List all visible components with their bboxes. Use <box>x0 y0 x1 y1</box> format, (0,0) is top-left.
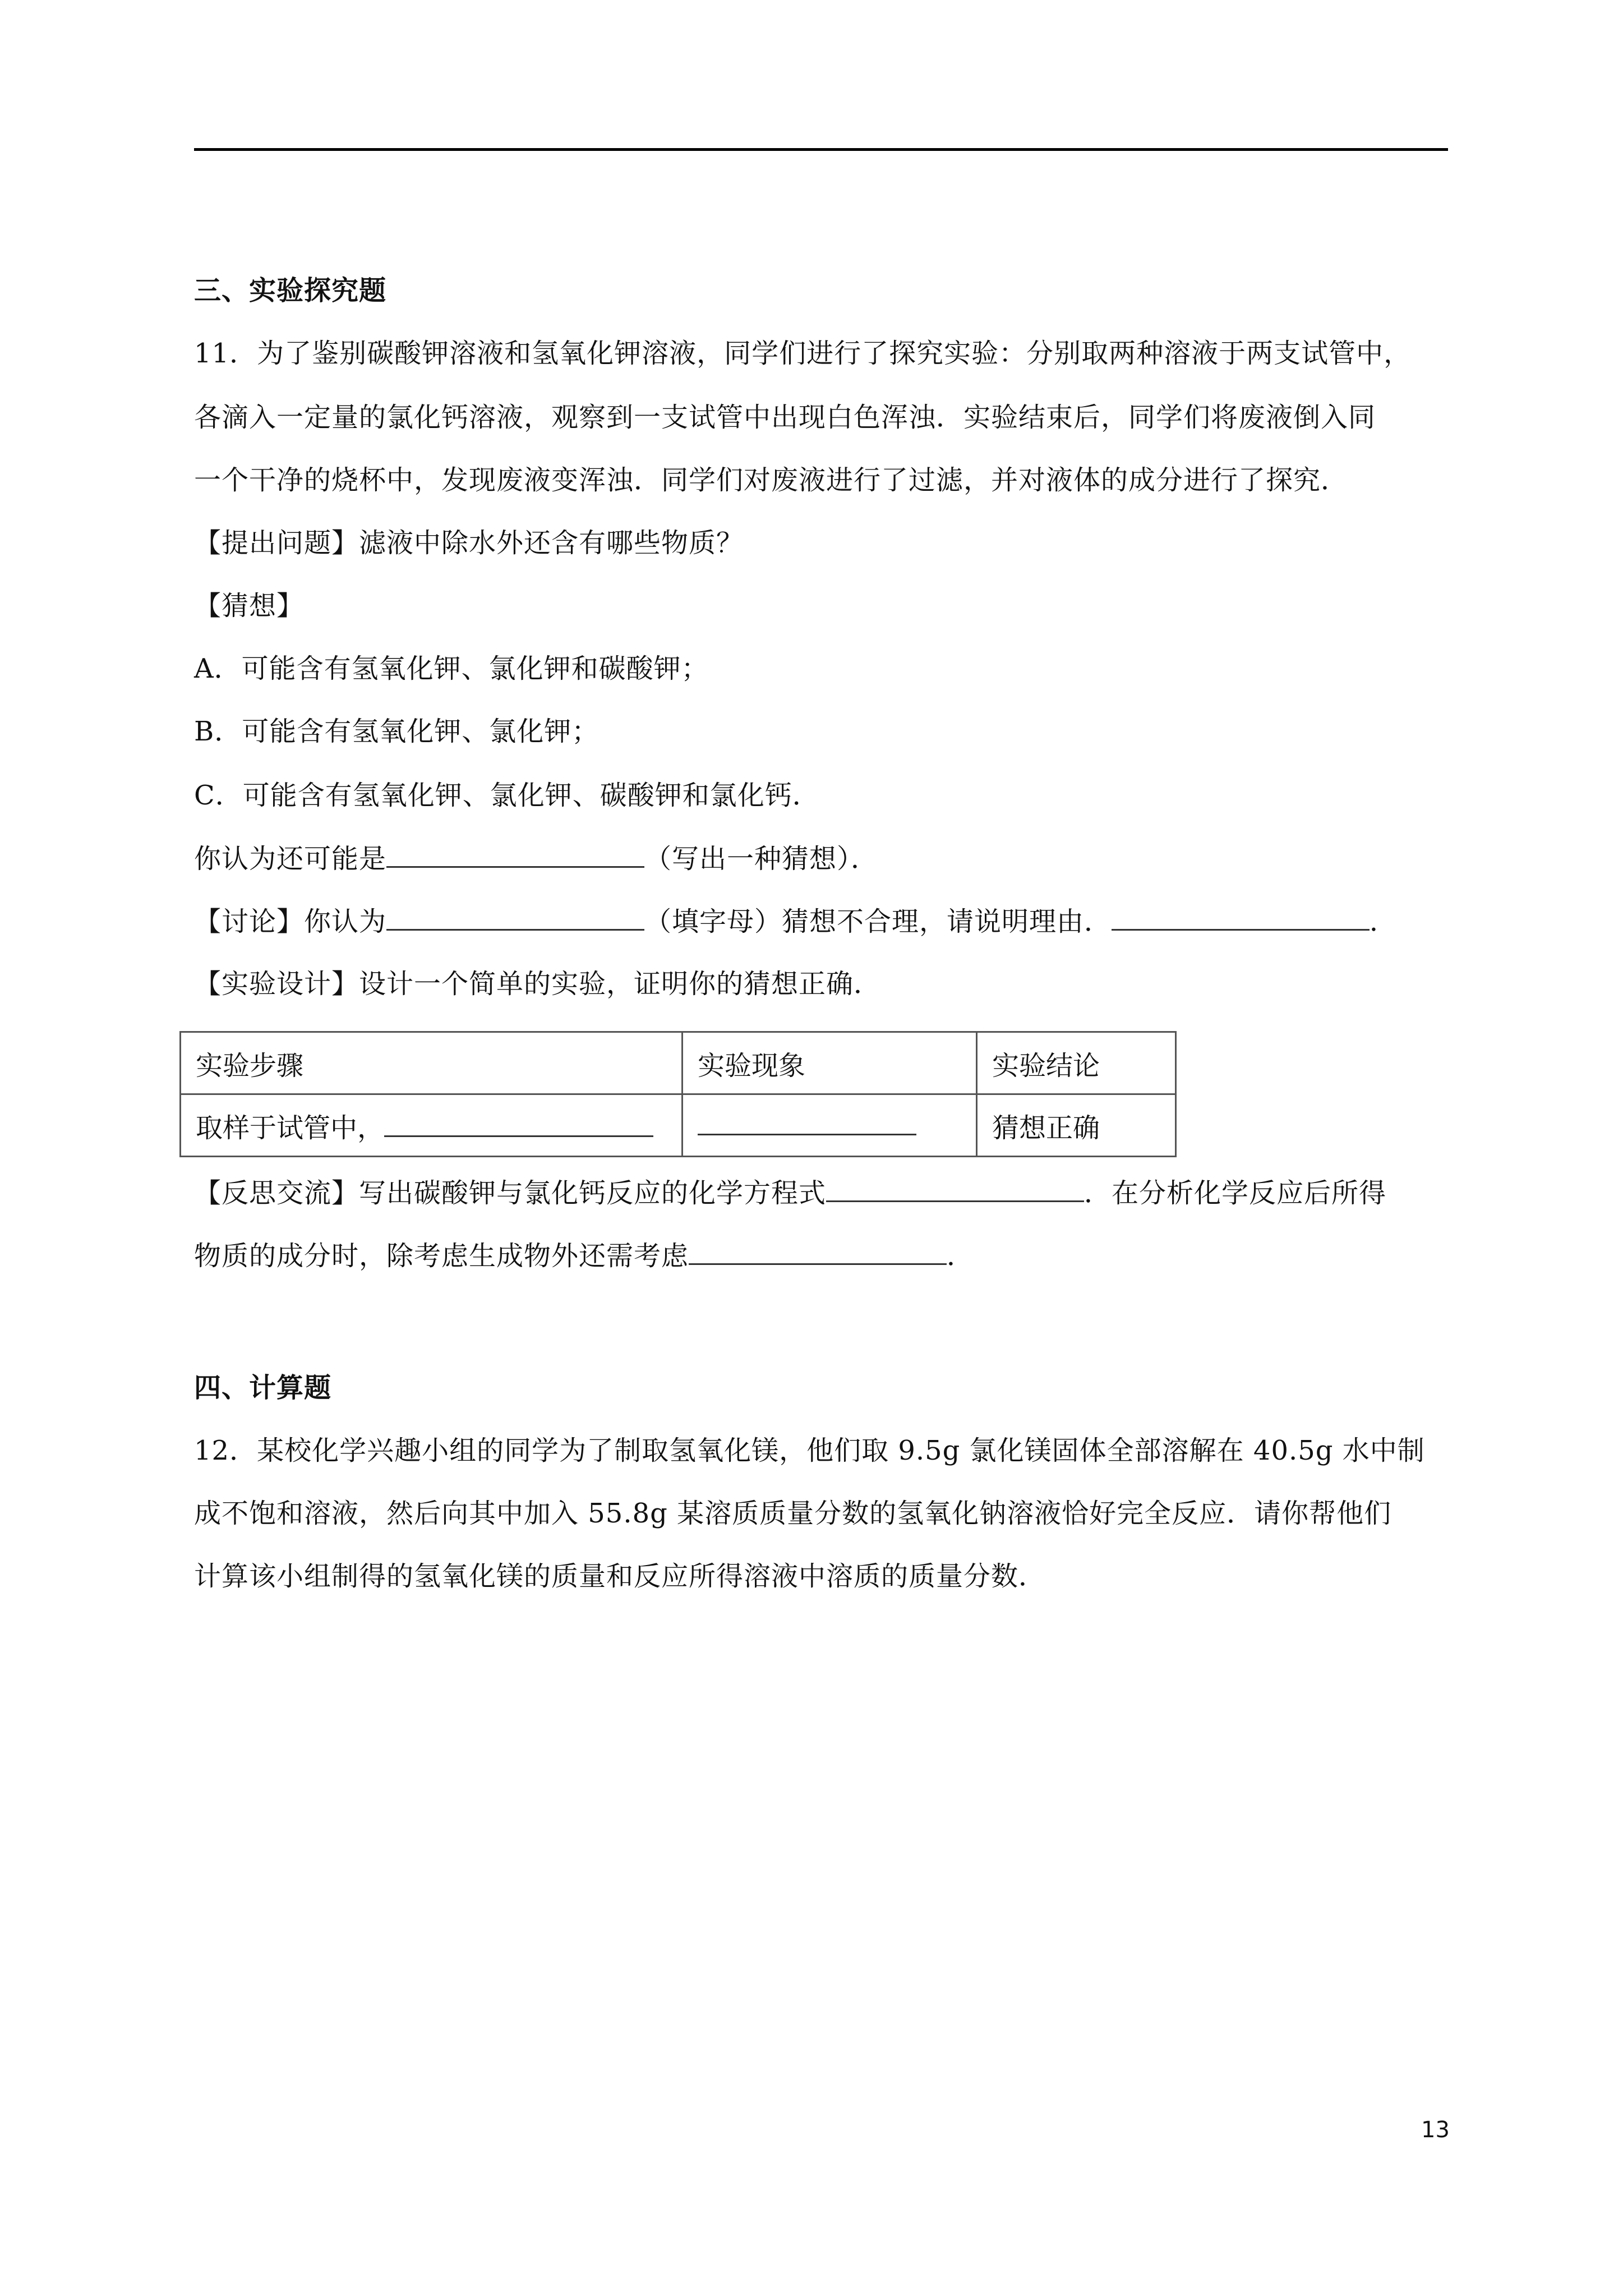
header-step: 实验步骤 <box>181 1032 683 1094</box>
q11-reflection-line-2 <box>194 1239 974 1273</box>
reflection-line2-prefix: 物质的成分时，除考虑生成物外还需考虑 <box>194 1240 689 1272</box>
other-guess-suffix: （写出一种猜想）． <box>644 843 879 875</box>
consider-blank[interactable] <box>689 1239 947 1265</box>
other-guess-prefix: 你认为还可能是 <box>194 843 387 875</box>
page-number: 13 <box>1421 2117 1450 2143</box>
q11-discussion <box>194 904 1397 938</box>
section-title-calculation: 四、计算题 <box>194 1372 332 1404</box>
section-title-experiment: 三、实验探究题 <box>194 275 387 306</box>
q11-line-1: 11．为了鉴别碳酸钾溶液和氢氧化钾溶液，同学们进行了探究实验：分别取两种溶液于两支试管中， <box>194 338 1412 369</box>
discussion-middle: （填字母）猜想不合理，请说明理由． <box>644 906 1112 937</box>
reflection-middle: ．在分析化学反应后所得 <box>1084 1177 1387 1209</box>
experiment-design-table <box>179 1031 1177 1157</box>
phenomenon-blank[interactable] <box>698 1109 916 1135</box>
discussion-reason-blank[interactable] <box>1112 904 1370 931</box>
q11-reflection-line-1 <box>194 1176 1386 1210</box>
reflection-prefix: 【反思交流】写出碳酸钾与氯化钙反应的化学方程式 <box>194 1177 827 1209</box>
step-blank[interactable] <box>384 1111 653 1137</box>
equation-blank[interactable] <box>826 1176 1084 1202</box>
cell-step <box>181 1094 683 1157</box>
q11-question: 【提出问题】滤液中除水外还含有哪些物质？ <box>194 527 744 559</box>
table-header-row <box>181 1032 1176 1094</box>
q11-line-2: 各滴入一定量的氯化钙溶液，观察到一支试管中出现白色浑浊．实验结束后，同学们将废液倒入同 <box>194 402 1376 433</box>
discussion-letter-blank[interactable] <box>386 904 644 931</box>
q12-line-3: 计算该小组制得的氢氧化镁的质量和反应所得溶液中溶质的质量分数． <box>194 1561 1046 1592</box>
cell-step-text: 取样于试管中， <box>196 1112 385 1144</box>
q12-line-1: 12．某校化学兴趣小组的同学为了制取氢氧化镁，他们取 9.5g 氯化镁固体全部溶解在 40.5g 水中制 <box>194 1435 1425 1466</box>
q11-guess-label: 【猜想】 <box>194 590 305 622</box>
cell-conclusion: 猜想正确 <box>977 1094 1176 1157</box>
discussion-prefix: 【讨论】你认为 <box>194 906 387 937</box>
q11-other-guess <box>194 841 878 876</box>
header-rule <box>194 148 1448 151</box>
q11-guess-b: B．可能含有氢氧化钾、氯化钾； <box>194 716 600 747</box>
q11-design-intro: 【实验设计】设计一个简单的实验，证明你的猜想正确． <box>194 968 882 1000</box>
header-conclusion: 实验结论 <box>977 1032 1176 1094</box>
q11-line-3: 一个干净的烧杯中，发现废液变浑浊．同学们对废液进行了过滤，并对液体的成分进行了探究． <box>194 464 1349 496</box>
q11-guess-c: C．可能含有氢氧化钾、氯化钾、碳酸钾和氯化钙． <box>194 780 820 811</box>
q12-line-2: 成不饱和溶液，然后向其中加入 55.8g 某溶质质量分数的氢氧化钠溶液恰好完全反应．请你帮他们 <box>194 1498 1392 1529</box>
table-row <box>181 1094 1176 1157</box>
reflection-line2-suffix: ． <box>947 1240 975 1272</box>
q11-guess-a: A．可能含有氢氧化钾、氯化钾和碳酸钾； <box>194 653 709 684</box>
cell-phenomenon <box>683 1094 977 1157</box>
discussion-suffix: ． <box>1370 906 1398 937</box>
other-guess-blank[interactable] <box>386 841 644 868</box>
header-phenomenon: 实验现象 <box>683 1032 977 1094</box>
